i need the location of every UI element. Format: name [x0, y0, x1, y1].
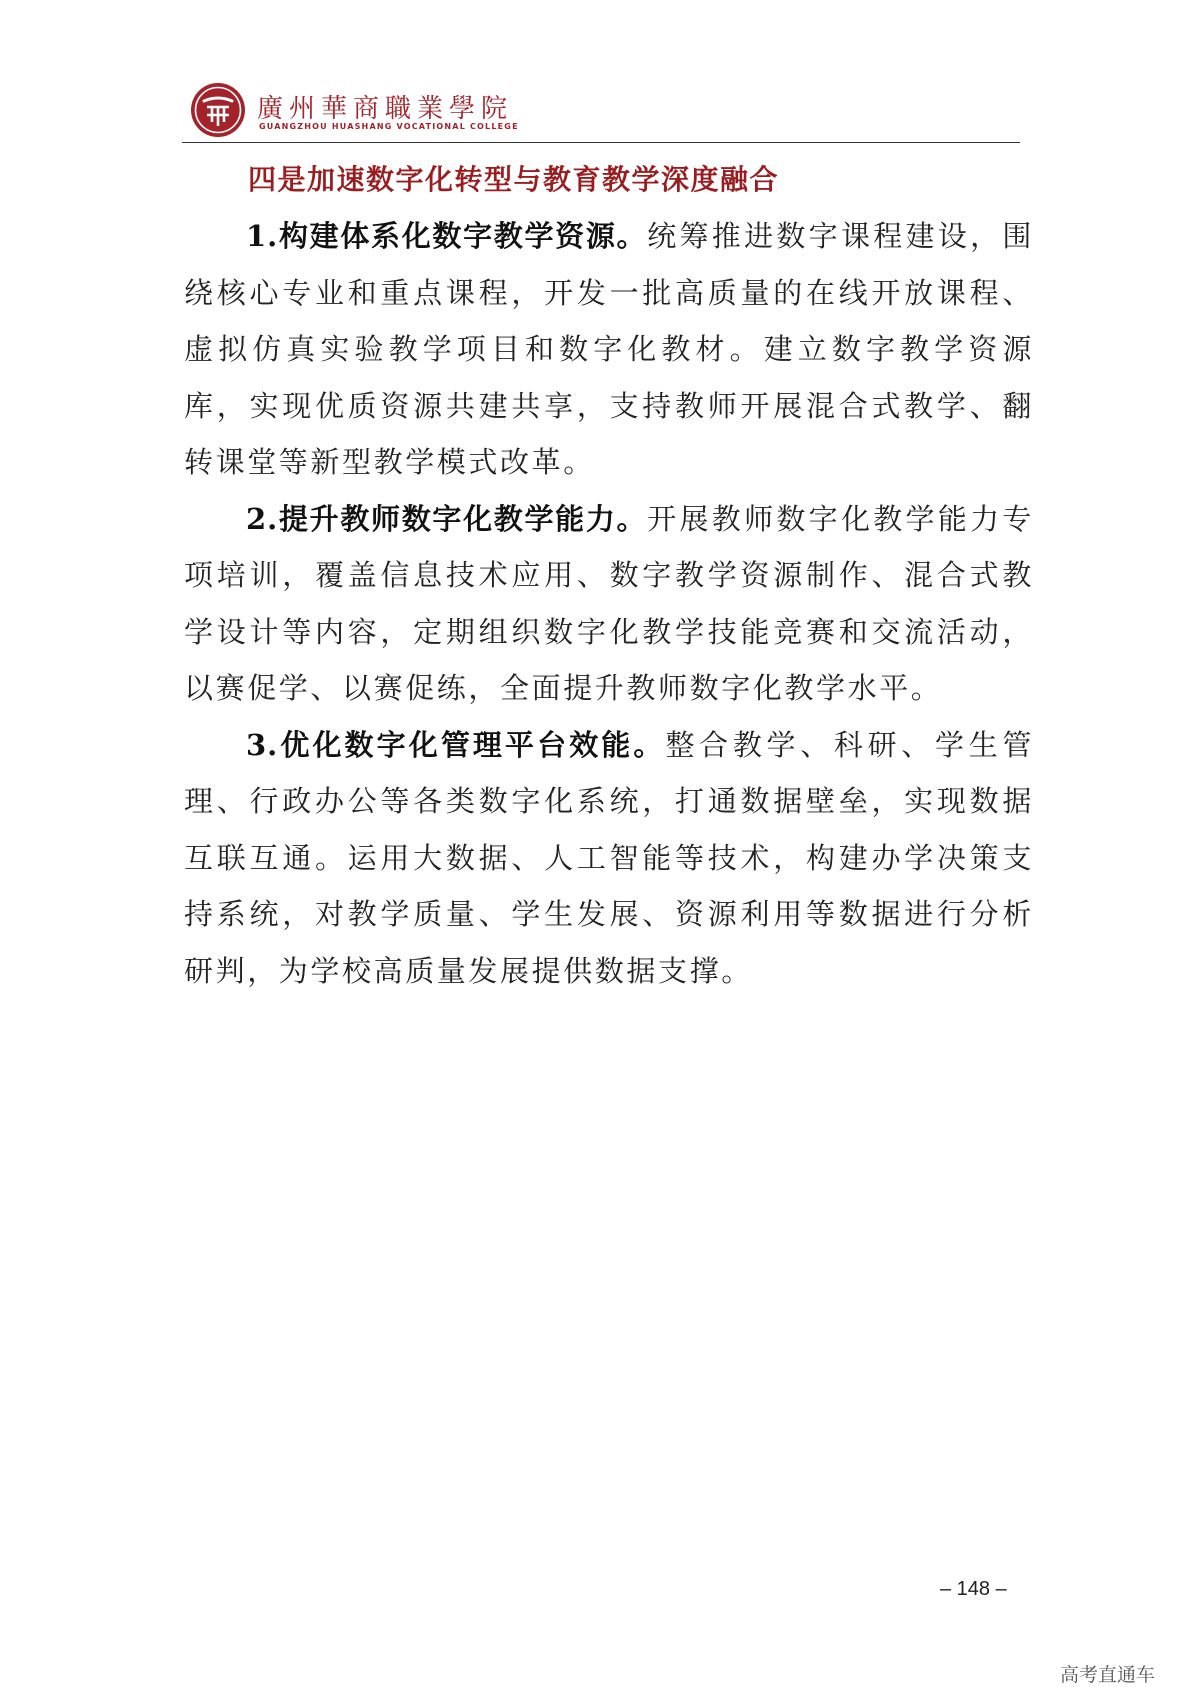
paragraph-3-body: 整合教学、科研、学生管理、行政办公等各类数字化系统，打通数据壁垒，实现数据互联互通。运用大数据、人工智能等技术，构建办学决策支持系统，对教学质量、学生发展、资源利用等数据进行分析研判，为学校高质量发展提供数据支撑。	[184, 727, 1034, 988]
paragraph-2	[184, 491, 1034, 717]
header-divider	[182, 142, 1020, 143]
paragraph-1-lead: 1.构建体系化数字教学资源。	[246, 219, 648, 253]
paragraph-1-body: 统筹推进数字课程建设，围绕核心专业和重点课程，开发一批高质量的在线开放课程、虚拟仿真实验教学项目和数字化教材。建立数字教学资源库，实现优质资源共建共享，支持教师开展混合式教学、翻转课堂等新型教学模式改革。	[184, 219, 1035, 479]
page-number: – 148 –	[940, 1578, 1007, 1600]
page-header	[190, 82, 1020, 144]
college-seal-icon	[190, 82, 246, 138]
watermark-text: 高考直通车	[1060, 1664, 1156, 1686]
paragraph-3	[184, 717, 1034, 1000]
section-heading: 四是加速数字化转型与教育教学深度融合	[248, 163, 780, 196]
paragraph-2-body: 开展教师数字化教学能力专项培训，覆盖信息技术应用、数字教学资源制作、混合式教学设计等内容，定期组织数字化教学技能竞赛和交流活动，以赛促学、以赛促练，全面提升教师数字化教学水平。	[184, 501, 1035, 705]
college-name-en: GUANGZHOU HUASHANG VOCATIONAL COLLEGE	[259, 122, 519, 131]
college-name-cn: 廣州華商職業學院	[257, 94, 514, 124]
document-body	[184, 152, 1034, 999]
paragraph-3-lead: 3.优化数字化管理平台效能。	[246, 727, 666, 762]
paragraph-2-lead: 2.提升教师数字化教学能力。	[246, 501, 648, 536]
paragraph-1	[184, 208, 1034, 491]
